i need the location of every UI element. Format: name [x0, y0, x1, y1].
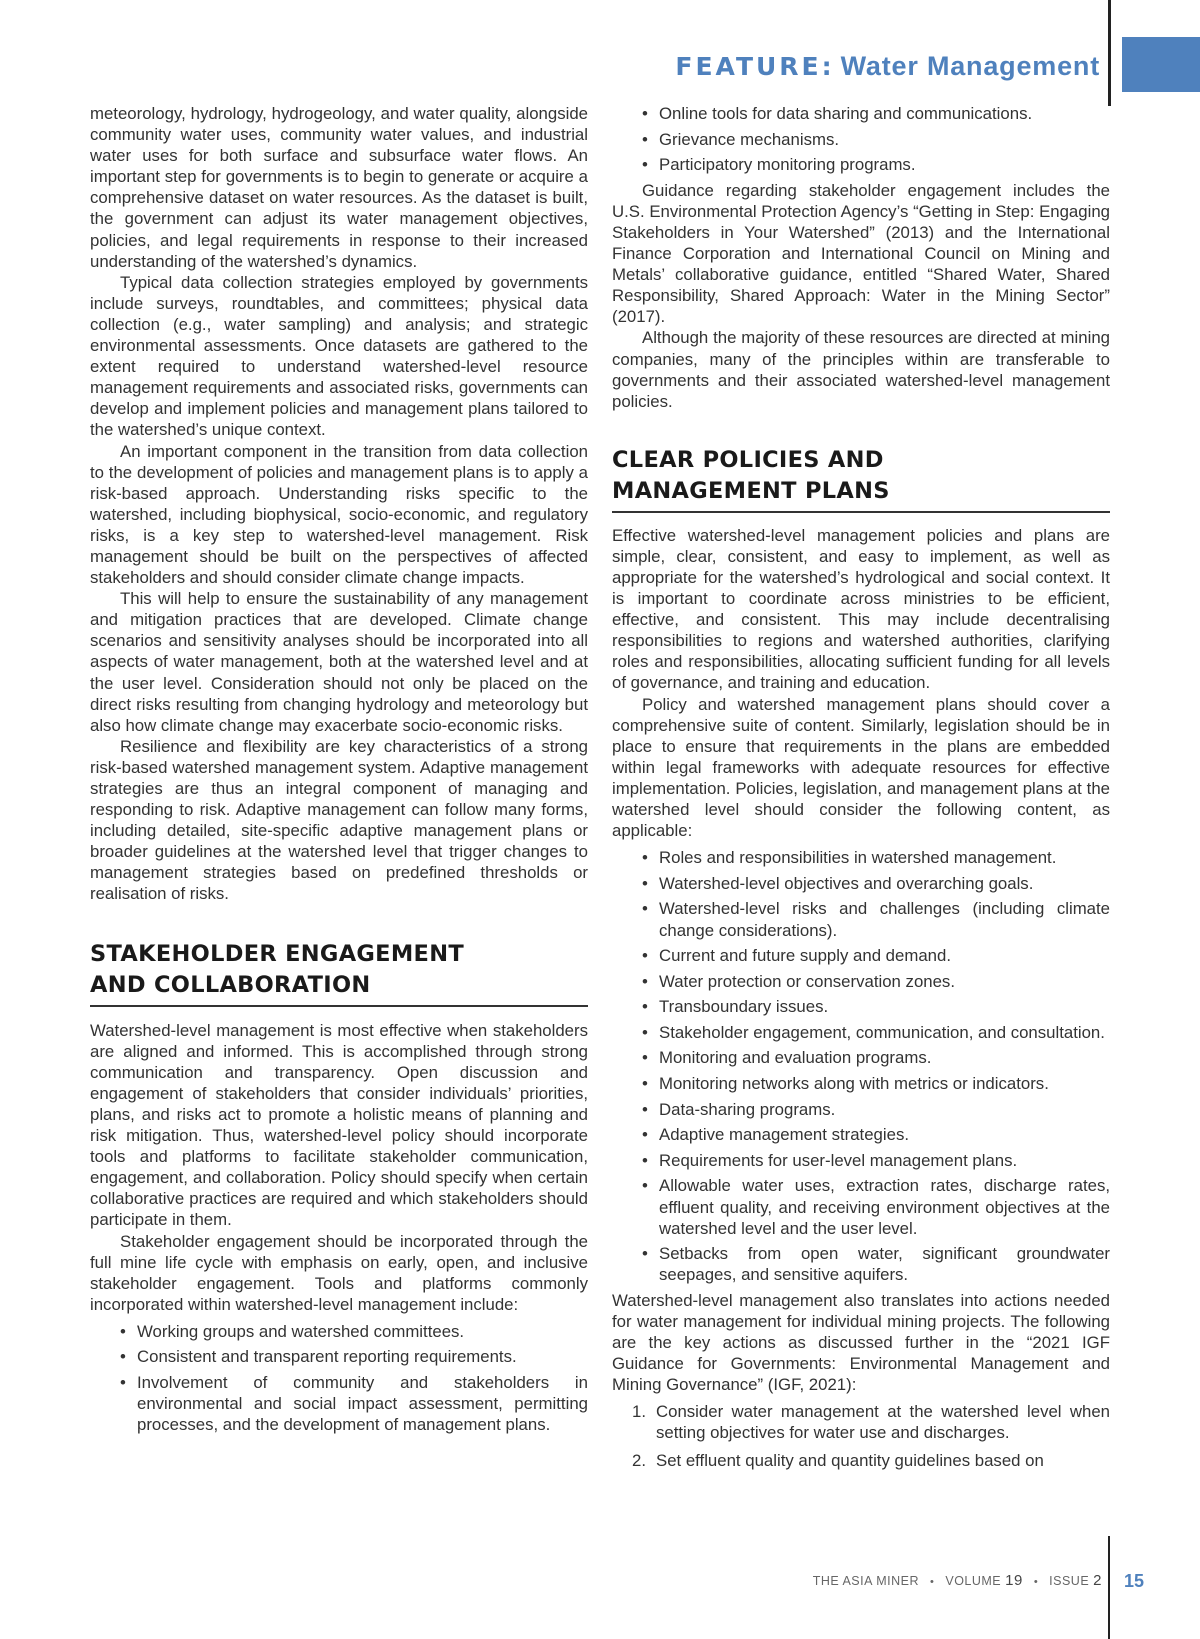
list-item: • Online tools for data sharing and communications.	[612, 103, 1110, 124]
item-text: Set effluent quality and quantity guidelines based on	[656, 1450, 1044, 1470]
list-item: • Monitoring networks along with metrics or indicators.	[612, 1073, 1110, 1094]
list-item: • Monitoring and evaluation programs.	[612, 1047, 1110, 1068]
paragraph: Effective watershed-level management policies and plans are simple, clear, consistent, and easy to implement, as well as appropriate for the watershed’s hydrological and social context. It is important to coordinate across ministries to be efficient, effective, and consistent. This may include decentralising responsibilities to regions and watershed authorities, clarifying roles and responsibilities, allocating sufficient funding for all levels of governance, and training and education.	[612, 525, 1110, 693]
item-number: 2.	[632, 1450, 646, 1470]
paragraph: Policy and watershed management plans should cover a comprehensive suite of content. Similarly, legislation should be in place to ensure that requirements in the plans are embedded within legal frameworks with adequate resources for effective implementation. Policies, legislation, and management plans at the watershed level should consider the following content, as applicable:	[612, 694, 1110, 841]
content-list	[612, 847, 1110, 1285]
feature-topic: Water Management	[840, 51, 1100, 81]
heading-line: CLEAR POLICIES AND	[612, 446, 884, 473]
paragraph: Stakeholder engagement should be incorporated through the full mine life cycle with emphasis on early, open, and inclusive stakeholder engagement. Tools and platforms commonly incorporated within watershed-level management include:	[90, 1231, 588, 1314]
separator-dot: •	[930, 1576, 935, 1588]
section-heading-stakeholder-engagement	[90, 939, 588, 1007]
item-number: 1.	[632, 1402, 646, 1422]
volume-label: VOLUME	[945, 1574, 1002, 1588]
footer-divider-line	[1108, 1536, 1110, 1639]
header-divider-line	[1108, 0, 1111, 106]
numbered-item	[612, 1450, 1110, 1471]
key-actions-list	[612, 1401, 1110, 1470]
list-item: • Setbacks from open water, significant groundwater seepages, and sensitive aquifers.	[612, 1243, 1110, 1285]
section-heading-clear-policies	[612, 445, 1110, 513]
page-footer	[813, 1572, 1102, 1589]
left-column	[90, 103, 588, 1440]
paragraph: Although the majority of these resources are directed at mining companies, many of the principles within are transferable to governments and their associated watershed-level management policies.	[612, 328, 1110, 411]
paragraph: Guidance regarding stakeholder engagement includes the U.S. Environmental Protection Agency’s “Getting in Step: Engaging Stakeholders in Your Watershed” (2013) and the International Finance Corporation and International Council on Mining and Metals’ collaborative guidance, entitled “Shared Water, Shared Responsibility, Shared Approach: Water in the Mining Sector” (2017).	[612, 180, 1110, 327]
issue-label: ISSUE	[1049, 1574, 1090, 1588]
heading-line: STAKEHOLDER ENGAGEMENT	[90, 940, 464, 967]
list-item: • Involvement of community and stakeholders in environmental and social impact assessment, permitting processes, and the development of management plans.	[90, 1372, 588, 1435]
paragraph: This will help to ensure the sustainability of any management and mitigation practices that are developed. Climate change scenarios and sensitivity analyses should be incorporated into all aspects of water management, both at the watershed level and at the user level. Consideration should not only be placed on the direct risks resulting from changing hydrology and meteorology but also how climate change may exacerbate socio-economic risks.	[90, 589, 588, 735]
header-accent-block	[1122, 37, 1200, 92]
paragraph: Watershed-level management also translates into actions needed for water management for individual mining projects. The following are the key actions as discussed further in the “2021 IGF Guidance for Governments: Environmental Management and Mining Governance” (IGF, 2021):	[612, 1290, 1110, 1395]
feature-kicker: FEATURE:	[675, 52, 835, 81]
list-item: • Adaptive management strategies.	[612, 1124, 1110, 1145]
item-text: Consider water management at the watershed level when setting objectives for water use and discharges.	[656, 1402, 1110, 1443]
issue-number: 2	[1093, 1572, 1102, 1589]
page-number: 15	[1124, 1571, 1145, 1591]
list-item: • Current and future supply and demand.	[612, 945, 1110, 966]
list-item: • Grievance mechanisms.	[612, 129, 1110, 150]
list-item: • Roles and responsibilities in watershed management.	[612, 847, 1110, 868]
list-item: • Watershed-level risks and challenges (including climate change considerations).	[612, 898, 1110, 940]
paragraph: Typical data collection strategies employed by governments include surveys, roundtables, and committees; physical data collection (e.g., water sampling) and analysis; and strategic environmental assessments. Once datasets are gathered to the extent required to understand watershed-level resource management requirements and associated risks, governments can develop and implement policies and management plans tailored to the watershed’s unique context.	[90, 272, 588, 440]
list-item: • Participatory monitoring programs.	[612, 154, 1110, 175]
publication-name: THE ASIA MINER	[812, 1574, 920, 1588]
list-item: • Allowable water uses, extraction rates, discharge rates, effluent quality, and receiving environment objectives at the watershed level and the user level.	[612, 1175, 1110, 1238]
list-item: • Data-sharing programs.	[612, 1099, 1110, 1120]
list-item: • Transboundary issues.	[612, 996, 1110, 1017]
list-item: • Requirements for user-level management plans.	[612, 1150, 1110, 1171]
right-column	[612, 103, 1110, 1477]
tools-list-continued	[612, 103, 1110, 175]
paragraph: meteorology, hydrology, hydrogeology, and water quality, alongside community water uses, community water values, and industrial water uses for both surface and subsurface water flows. An important step for governments is to begin to generate or acquire a comprehensive dataset on water resources. As the dataset is built, the government can adjust its water management objectives, policies, and legal requirements in response to their increased understanding of the watershed’s dynamics.	[90, 104, 588, 271]
separator-dot: •	[1033, 1576, 1039, 1588]
heading-line: AND COLLABORATION	[90, 971, 371, 998]
paragraph: Watershed-level management is most effective when stakeholders are aligned and informed. This is accomplished through strong communication and transparency. Open discussion and engagement of stakeholders that consider individuals’ priorities, plans, and risks act to promote a holistic means of planning and risk mitigation. Thus, watershed-level policy should incorporate tools and platforms to facilitate stakeholder communication, engagement, and collaboration. Policy should specify when certain collaborative practices are required and which stakeholders should participate in them.	[90, 1020, 588, 1230]
list-item: • Watershed-level objectives and overarching goals.	[612, 873, 1110, 894]
list-item: • Working groups and watershed committees.	[90, 1321, 588, 1342]
paragraph: An important component in the transition from data collection to the development of policies and management plans is to apply a risk-based approach. Understanding risks specific to the watershed, including biophysical, socio-economic, and regulatory risks, is a key step to watershed-level management. Risk management should be built on the perspectives of affected stakeholders and should consider climate change impacts.	[90, 441, 588, 588]
volume-number: 19	[1005, 1572, 1023, 1589]
numbered-item	[612, 1401, 1110, 1443]
tools-list	[90, 1321, 588, 1435]
feature-header	[675, 51, 1100, 82]
list-item: • Consistent and transparent reporting requirements.	[90, 1346, 588, 1367]
list-item: • Stakeholder engagement, communication, and consultation.	[612, 1022, 1110, 1043]
paragraph: Resilience and flexibility are key characteristics of a strong risk-based watershed management system. Adaptive management strategies are thus an integral component of managing and responding to risk. Adaptive management can follow many forms, including detailed, site-specific adaptive management plans or broader guidelines at the watershed level that trigger changes to management strategies based on predefined thresholds or realisation of risks.	[90, 736, 588, 904]
list-item: • Water protection or conservation zones.	[612, 971, 1110, 992]
heading-line: MANAGEMENT PLANS	[612, 477, 890, 504]
